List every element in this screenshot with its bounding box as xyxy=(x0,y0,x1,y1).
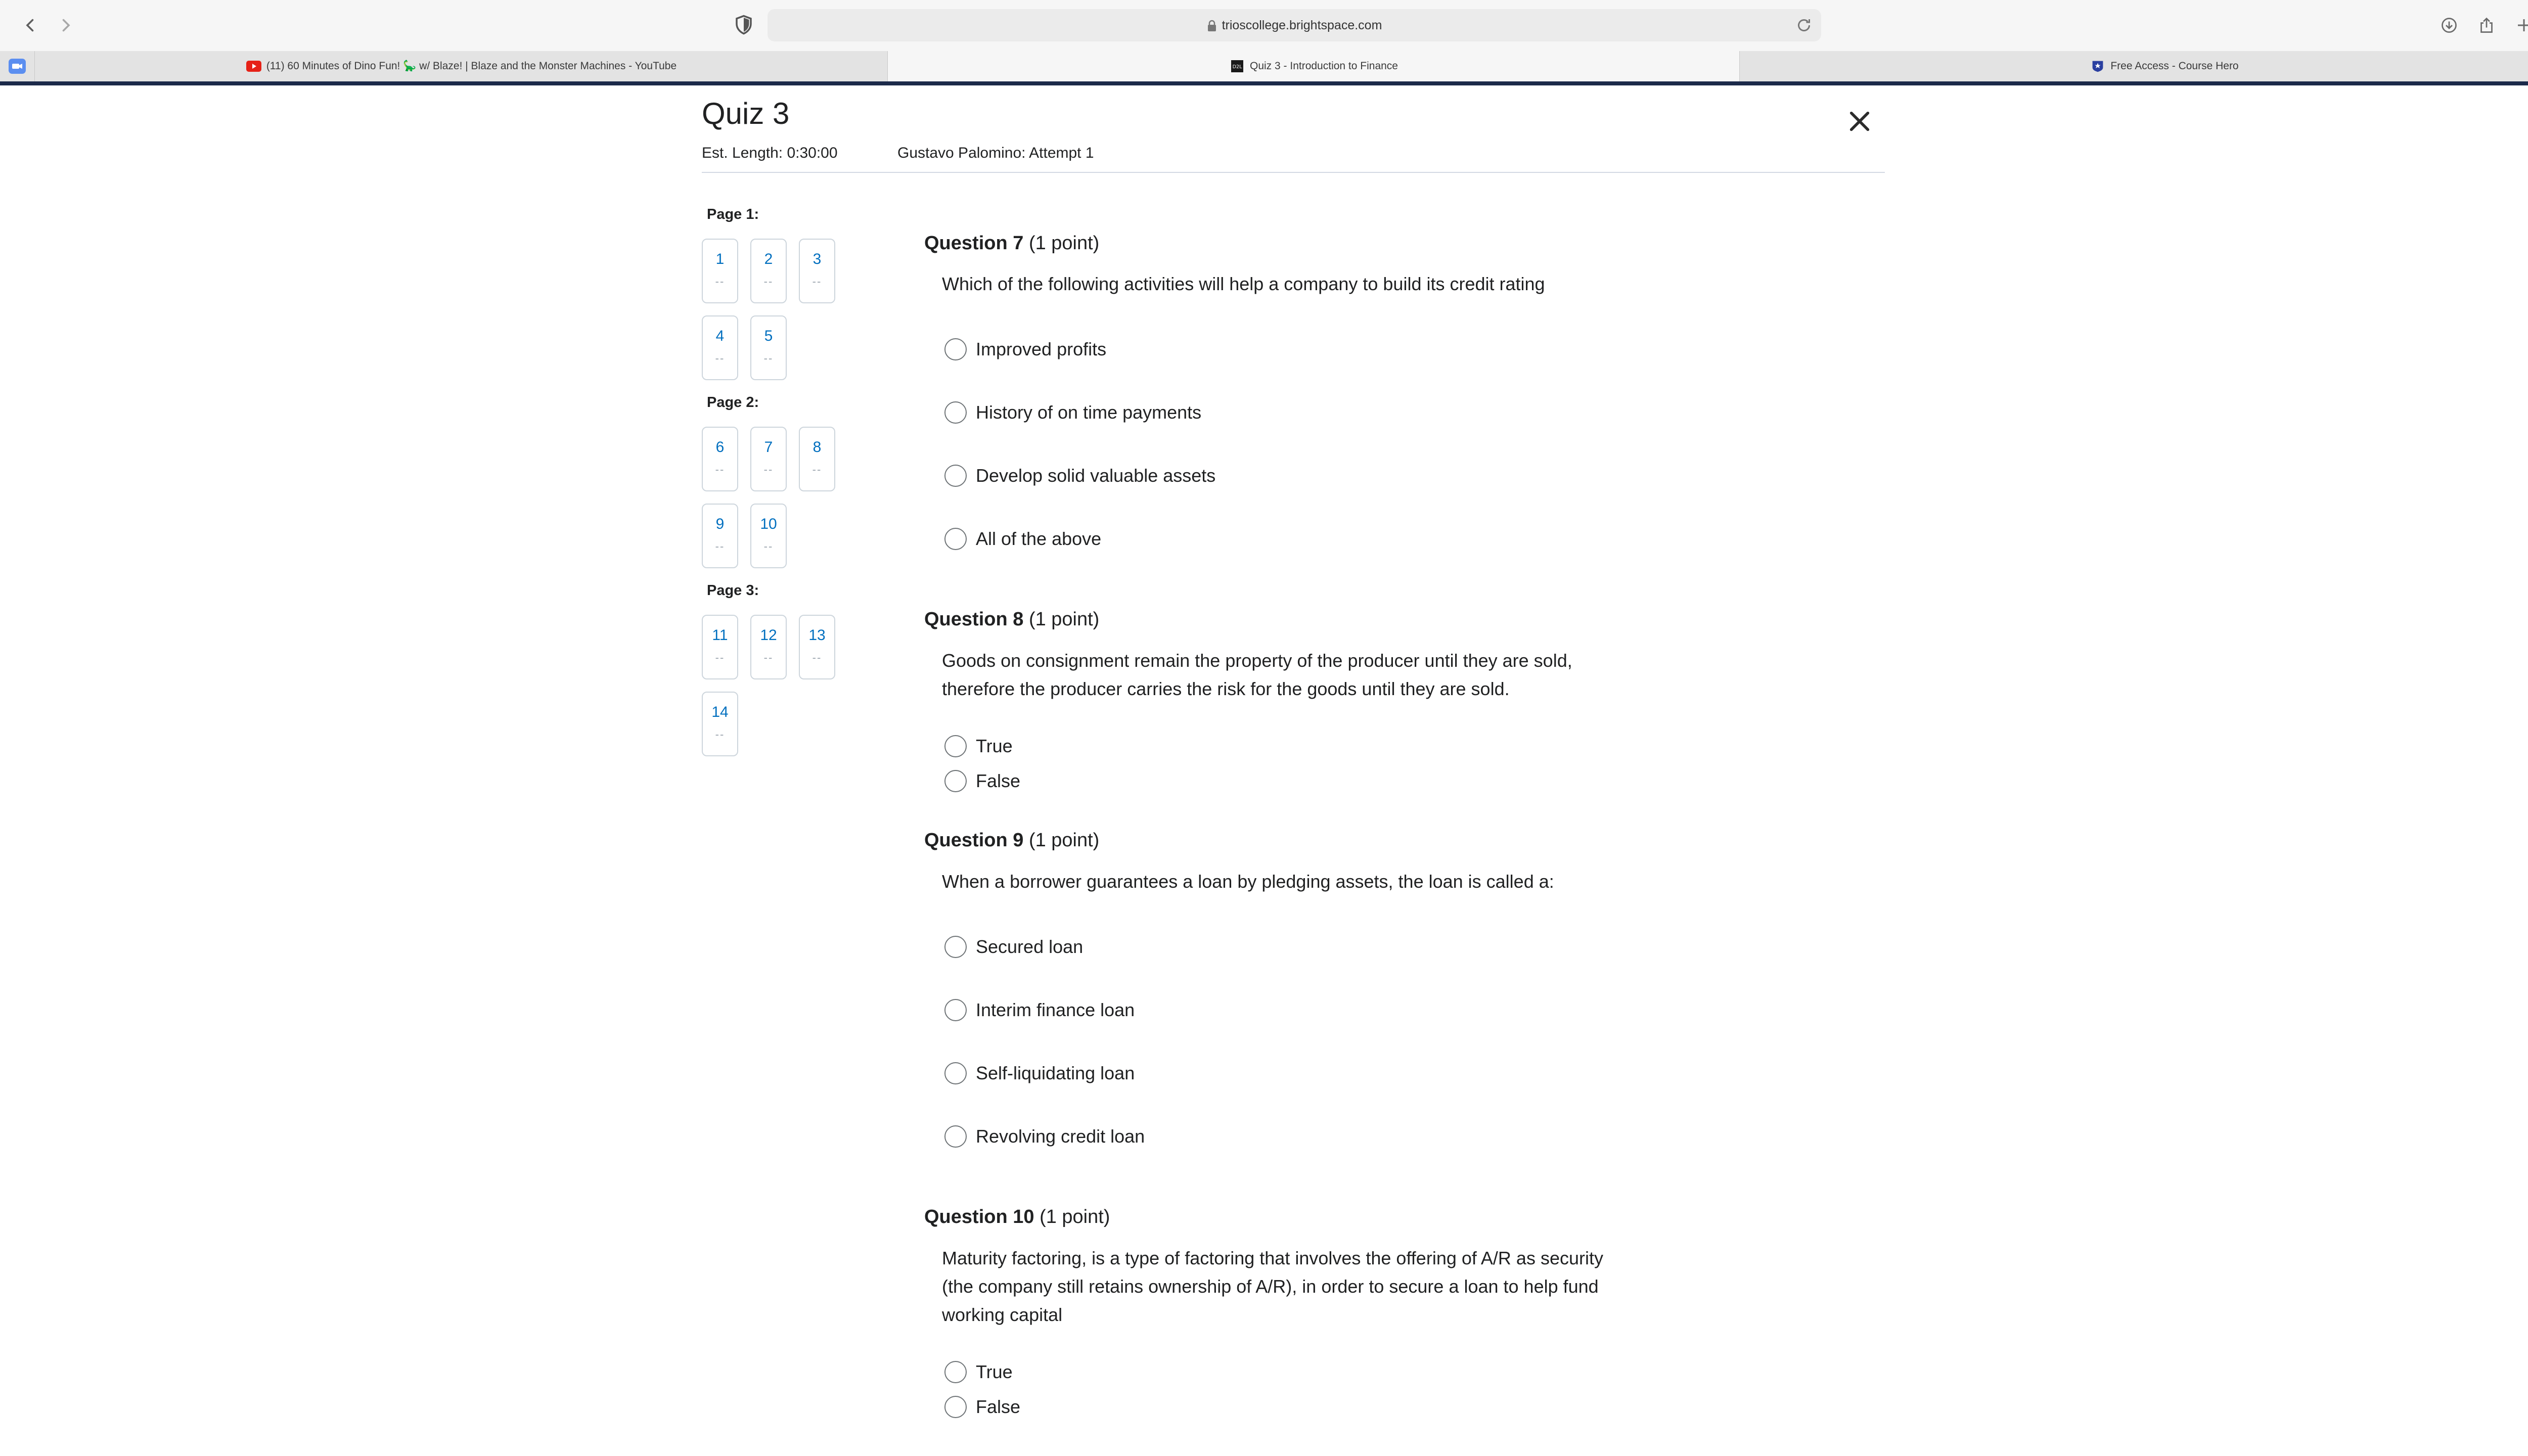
answer-option[interactable]: Revolving credit loan xyxy=(944,1124,1145,1149)
question-text: Maturity factoring, is a type of factoring that involves the offering of A/R as security (the company still retains ownership of A/R), in order to secure a loan to help fund working capital xyxy=(942,1248,1603,1325)
question-text: Goods on consignment remain the property of the producer until they are sold, therefore the producer carries the risk for the goods until they are sold. xyxy=(942,650,1572,699)
answer-option[interactable]: False xyxy=(944,1394,1020,1420)
brand-bar xyxy=(0,81,2528,85)
radio-button[interactable] xyxy=(944,1361,967,1383)
nav-question-3[interactable]: 3 -- xyxy=(799,239,835,303)
radio-button[interactable] xyxy=(944,1125,967,1148)
attempt-info: Gustavo Palomino: Attempt 1 xyxy=(897,145,1094,161)
nav-question-11[interactable]: 11 -- xyxy=(702,615,738,679)
chevron-left-icon xyxy=(21,16,39,34)
page-title: Quiz 3 xyxy=(702,97,790,130)
nav-question-10[interactable]: 10 -- xyxy=(750,504,787,568)
privacy-shield-icon[interactable] xyxy=(733,14,754,35)
radio-button[interactable] xyxy=(944,465,967,487)
chevron-right-icon xyxy=(57,16,75,34)
answer-option[interactable]: False xyxy=(944,768,1020,794)
nav-question-6[interactable]: 6 -- xyxy=(702,427,738,491)
plus-icon xyxy=(2515,16,2528,34)
question-text: When a borrower guarantees a loan by pledging assets, the loan is called a: xyxy=(942,871,1554,892)
browser-toolbar xyxy=(0,0,2528,51)
nav-question-8[interactable]: 8 -- xyxy=(799,427,835,491)
header-divider xyxy=(702,172,1885,173)
close-icon[interactable] xyxy=(1845,107,1874,135)
question-heading: Question 9 (1 point) xyxy=(924,830,1100,851)
radio-button[interactable] xyxy=(944,401,967,424)
course-hero-icon xyxy=(2090,60,2105,72)
nav-question-13[interactable]: 13 -- xyxy=(799,615,835,679)
d2l-icon xyxy=(1230,60,1245,72)
answer-option[interactable]: True xyxy=(944,1359,1013,1385)
est-length: Est. Length: 0:30:00 xyxy=(702,145,838,161)
nav-question-7[interactable]: 7 -- xyxy=(750,427,787,491)
tab-bar xyxy=(0,51,2528,82)
answer-option[interactable]: All of the above xyxy=(944,526,1101,552)
page-label-3: Page 3: xyxy=(707,582,759,599)
nav-question-4[interactable]: 4 -- xyxy=(702,315,738,380)
radio-button[interactable] xyxy=(944,528,967,550)
lock-icon xyxy=(1207,20,1217,32)
address-bar[interactable] xyxy=(768,9,1821,41)
question-text: Which of the following activities will help a company to build its credit rating xyxy=(942,274,1545,294)
share-button[interactable] xyxy=(2472,11,2501,39)
question-heading: Question 7 (1 point) xyxy=(924,233,1100,254)
radio-button[interactable] xyxy=(944,999,967,1021)
nav-question-9[interactable]: 9 -- xyxy=(702,504,738,568)
new-tab-button[interactable] xyxy=(2510,11,2528,39)
url-text: trioscollege.brightspace.com xyxy=(1222,18,1382,32)
video-call-icon xyxy=(9,59,26,74)
share-icon xyxy=(2477,16,2496,34)
youtube-icon xyxy=(246,60,261,72)
answer-option[interactable]: Self-liquidating loan xyxy=(944,1061,1135,1086)
answer-option[interactable]: True xyxy=(944,734,1013,759)
tab-course-hero[interactable] xyxy=(1739,51,2528,81)
nav-question-2[interactable]: 2 -- xyxy=(750,239,787,303)
question-heading: Question 10 (1 point) xyxy=(924,1206,1110,1227)
tab-quiz[interactable] xyxy=(887,51,1740,81)
svg-text:D2L: D2L xyxy=(1232,64,1242,70)
nav-question-1[interactable]: 1 -- xyxy=(702,239,738,303)
answer-option[interactable]: Interim finance loan xyxy=(944,997,1135,1023)
radio-button[interactable] xyxy=(944,338,967,360)
answer-option[interactable]: Improved profits xyxy=(944,337,1106,362)
page-label-1: Page 1: xyxy=(707,206,759,222)
download-icon xyxy=(2440,16,2458,34)
downloads-button[interactable] xyxy=(2435,11,2463,39)
tab-label: Quiz 3 - Introduction to Finance xyxy=(1250,60,1398,72)
nav-question-14[interactable]: 14 -- xyxy=(702,692,738,756)
radio-button[interactable] xyxy=(944,770,967,792)
forward-button[interactable] xyxy=(52,11,80,39)
tab-label: Free Access - Course Hero xyxy=(2110,60,2239,72)
radio-button[interactable] xyxy=(944,735,967,757)
nav-question-5[interactable]: 5 -- xyxy=(750,315,787,380)
answer-option[interactable]: Develop solid valuable assets xyxy=(944,463,1215,488)
radio-button[interactable] xyxy=(944,936,967,958)
tab-label: (11) 60 Minutes of Dino Fun! 🦕 w/ Blaze! | Blaze and the Monster Machines - YouTube xyxy=(266,60,677,72)
back-button[interactable] xyxy=(16,11,44,39)
radio-button[interactable] xyxy=(944,1062,967,1084)
answer-option[interactable]: History of on time payments xyxy=(944,400,1201,425)
radio-button[interactable] xyxy=(944,1396,967,1418)
tab-youtube[interactable] xyxy=(34,51,888,81)
reload-icon[interactable] xyxy=(1795,16,1813,34)
page-label-2: Page 2: xyxy=(707,394,759,411)
pinned-tab[interactable] xyxy=(0,51,34,81)
question-heading: Question 8 (1 point) xyxy=(924,609,1100,630)
nav-question-12[interactable]: 12 -- xyxy=(750,615,787,679)
answer-option[interactable]: Secured loan xyxy=(944,934,1083,960)
